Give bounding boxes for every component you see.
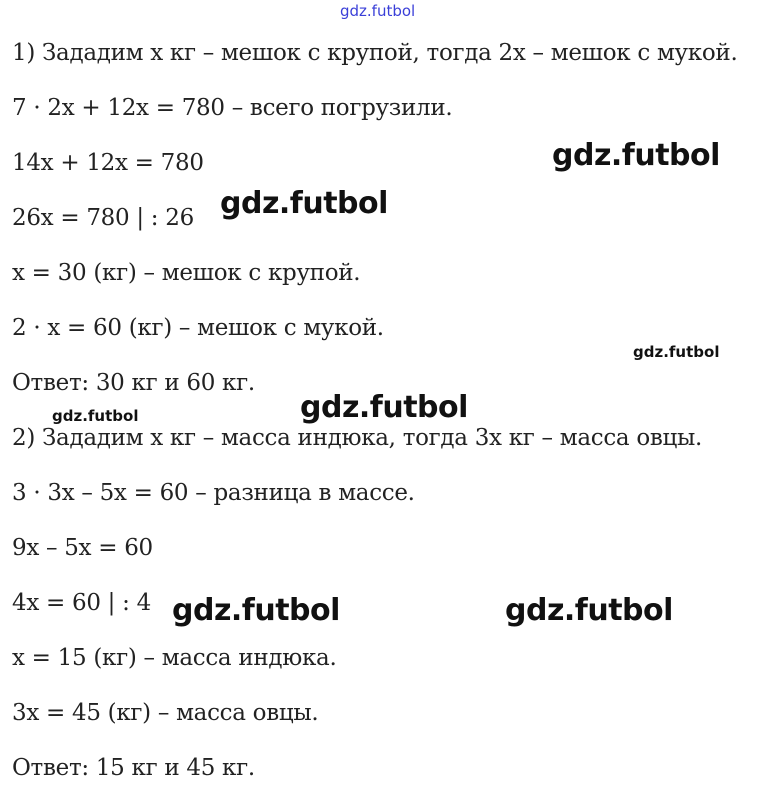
solution-line-7: 2) Зададим x кг – масса индюка, тогда 3x кг – масса овцы. (12, 425, 703, 451)
solution-line-10: 4x = 60 | : 4 (12, 590, 151, 616)
solution-line-11: x = 15 (кг) – масса индюка. (12, 645, 337, 671)
watermark: gdz.futbol (220, 186, 388, 221)
solution-line-8: 3 · 3x – 5x = 60 – разница в массе. (12, 480, 415, 506)
solution-line-2: 7 · 2x + 12x = 780 – всего погрузили. (12, 95, 453, 121)
solution-line-3: 14x + 12x = 780 (12, 150, 204, 176)
solution-line-6: 2 · x = 60 (кг) – мешок с мукой. (12, 315, 384, 341)
answer-line-2: Ответ: 15 кг и 45 кг. (12, 755, 255, 781)
watermark: gdz.futbol (172, 593, 340, 628)
watermark: gdz.futbol (300, 390, 468, 425)
watermark-top: gdz.futbol (340, 2, 416, 20)
watermark: gdz.futbol (52, 407, 139, 425)
solution-line-12: 3x = 45 (кг) – масса овцы. (12, 700, 319, 726)
watermark: gdz.futbol (633, 343, 720, 361)
watermark: gdz.futbol (505, 593, 673, 628)
watermark: gdz.futbol (552, 138, 720, 173)
solution-line-5: x = 30 (кг) – мешок с крупой. (12, 260, 361, 286)
solution-line-1: 1) Зададим x кг – мешок с крупой, тогда 2x – мешок с мукой. (12, 40, 738, 66)
solution-line-9: 9x – 5x = 60 (12, 535, 153, 561)
answer-line-1: Ответ: 30 кг и 60 кг. (12, 370, 255, 396)
solution-line-4: 26x = 780 | : 26 (12, 205, 194, 231)
